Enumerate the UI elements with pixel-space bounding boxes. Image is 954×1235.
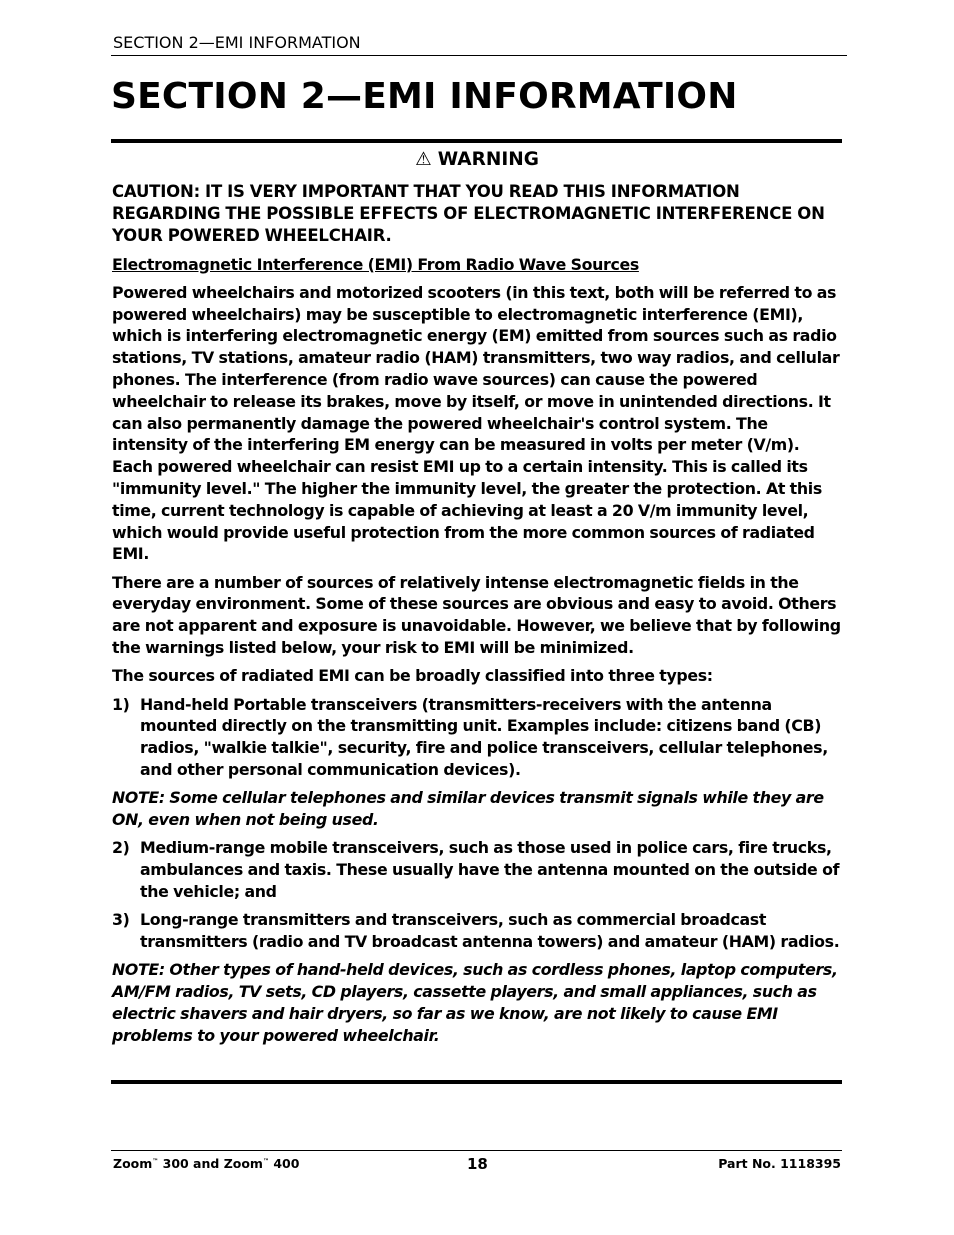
footer-product-mid: 300 and Zoom <box>158 1156 263 1171</box>
part-number: Part No. 1118395 <box>718 1156 841 1171</box>
header-rule <box>111 55 847 56</box>
warning-content <box>112 148 842 1053</box>
paragraph-emi-types: The sources of radiated EMI can be broadly classified into three types: <box>112 666 713 686</box>
footer-product <box>113 1155 299 1173</box>
paragraph-emi-intro: Powered wheelchairs and motorized scooters (in this text, both will be referred to as powered wheelchairs) may be susceptible to electromagnetic interference (EMI), which is interfering electromagnetic energy (EM) emitted from sources such as radio stations, TV stations, amateur radio (HAM) transmitters, two way radios, and cellular phones. The interference (from radio wave sources) can cause the powered wheelchair to release its brakes, move by itself, or move in unintended directions. It can also permanently damage the powered wheelchair's control system. The intensity of the interfering EM energy can be measured in volts per meter (V/m). Each powered wheelchair can resist EMI up to a certain intensity. This is called its "immunity level." The higher the immunity level, the greater the protection. At this time, current technology is capable of achieving at least a 20 V/m immunity level, which would provide useful protection from the more common sources of radiated EMI. <box>112 282 840 564</box>
list-item-text: Long-range transmitters and transceivers, such as commercial broadcast transmitters (radio and TV broadcast antenna towers) and amateur (HAM) radios. <box>140 910 840 952</box>
list-item <box>112 694 842 781</box>
footer-product-end: 400 <box>268 1156 300 1171</box>
list-item <box>112 837 842 902</box>
warning-heading <box>112 148 842 172</box>
page-number: 18 <box>467 1155 488 1173</box>
warning-box-top-rule <box>111 139 842 143</box>
list-item-number: 1) <box>112 694 130 714</box>
footer-rule <box>111 1150 842 1151</box>
list-item-text: Medium-range mobile transceivers, such as those used in police cars, fire trucks, ambulances and taxis. These usually have the antenna mounted on the outside of the vehicle; and <box>140 838 840 902</box>
trademark-mark: ™ <box>262 1157 269 1165</box>
trademark-mark: ™ <box>152 1157 159 1165</box>
paragraph-emi-sources: There are a number of sources of relatively intense electromagnetic fields in the everyday environment. Some of these sources are obvious and easy to avoid. Others are not apparent and exposure is unavoidable. However, we believe that by following the warnings listed below, your risk to EMI will be minimized. <box>112 572 841 658</box>
emi-subheading: Electromagnetic Interference (EMI) From Radio Wave Sources <box>112 254 639 274</box>
running-head: SECTION 2—EMI INFORMATION <box>113 33 361 52</box>
warning-triangle-icon: ⚠ <box>415 149 432 170</box>
warning-label: WARNING <box>437 149 539 170</box>
list-item-text: Hand-held Portable transceivers (transmitters-receivers with the antenna mounted directly on the transmitting unit. Examples include: citizens band (CB) radios, "walkie talkie", security, fire and police transceivers, cellular telephones, and other personal communication devices). <box>140 694 828 780</box>
warning-box-bottom-rule <box>111 1080 842 1084</box>
section-title: SECTION 2—EMI INFORMATION <box>111 76 738 117</box>
caution-text: CAUTION: IT IS VERY IMPORTANT THAT YOU READ THIS INFORMATION REGARDING THE POSSIBLE EFFECTS OF ELECTROMAGNETIC INTERFERENCE ON YOUR POWERED WHEELCHAIR. <box>112 182 825 245</box>
note-cellular: NOTE: Some cellular telephones and similar devices transmit signals while they are ON, even when not being used. <box>112 788 824 830</box>
footer-product-name: Zoom <box>113 1156 153 1171</box>
list-item-number: 2) <box>112 838 130 858</box>
list-item-number: 3) <box>112 910 130 930</box>
list-item <box>112 909 842 953</box>
note-other-devices: NOTE: Other types of hand-held devices, such as cordless phones, laptop computers, AM/FM radios, TV sets, CD players, cassette players, and small appliances, such as electric shavers and hair dryers, so far as we know, are not likely to cause EMI problems to your powered wheelchair. <box>112 960 838 1045</box>
